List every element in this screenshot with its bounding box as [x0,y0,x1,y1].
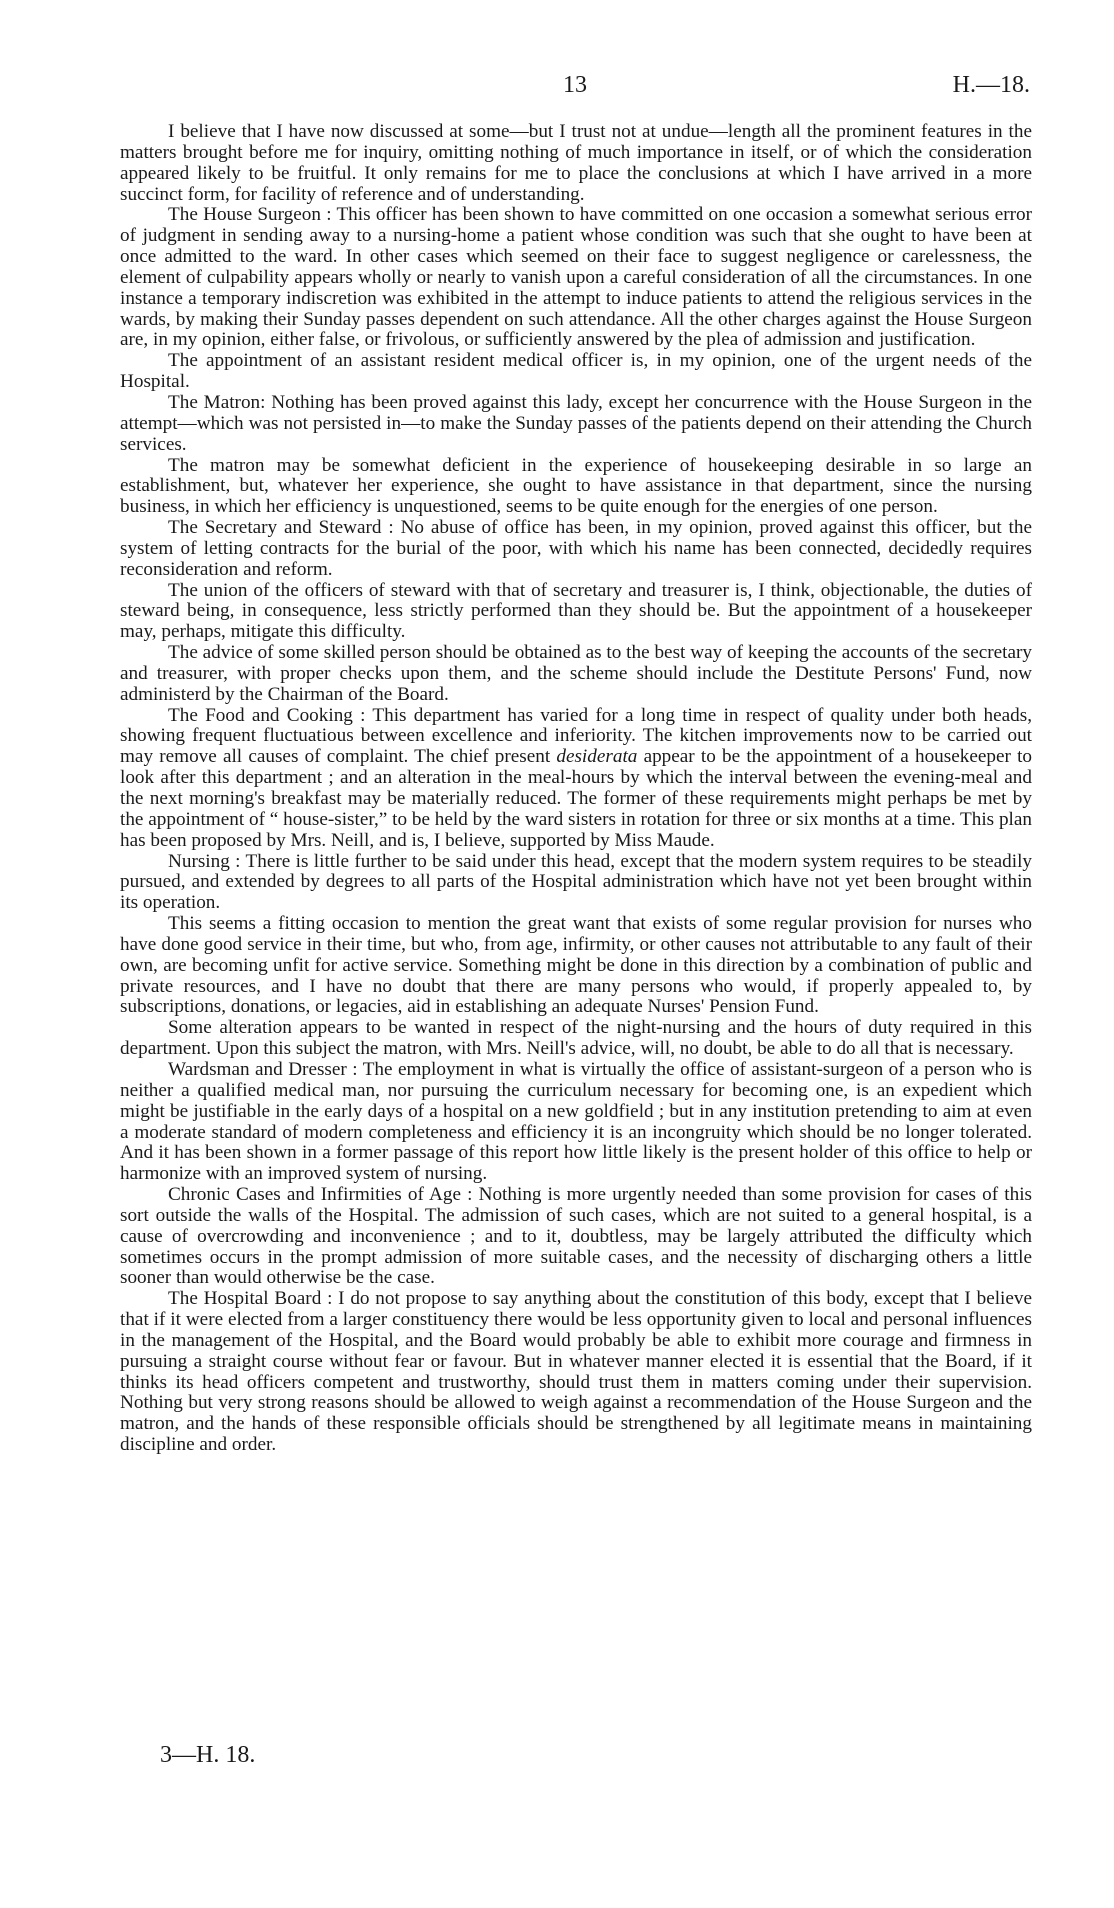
paragraph-night-nursing: Some alteration appears to be wanted in respect of the night-nursing and the hours of duty required in this department. Upon this subject the matron, with Mrs. Neill's advice, will, no doubt, be able to do all that is necessary. [120,1017,1032,1060]
paragraph-house-surgeon: The House Surgeon : This officer has been shown to have committed on one occasion a somewhat serious error of judgment in sending away to a nursing-home a patient whose condition was such that she ought to have been at once admitted to the ward. In other cases which seemed on their face to suggest negligence or carelessness, the element of culpability appears wholly or nearly to vanish upon a careful consideration of all the circumstances. In one instance a temporary indiscretion was exhibited in the attempt to induce patients to attend the religious services in the wards, by making their Sunday passes dependent on such attendance. All the other charges against the House Surgeon are, in my opinion, either false, or frivolous, or sufficiently answered by the plea of admission and justification. [120,204,1032,351]
page-header [120,72,1030,104]
paragraph-union-of-offices: The union of the officers of steward with that of secretary and treasurer is, I think, objectionable, the duties of steward being, in consequence, less strictly performed than they should be. But the appointment of a housekeeper may, perhaps, mitigate this difficulty. [120,579,1032,643]
paragraph-matron: The Matron: Nothing has been proved against this lady, except her concurrence with the House Surgeon in the attempt—which was not persisted in—to make the Sunday passes of the patients depend on their attending the Church services. [120,391,1032,455]
paragraph-intro: I believe that I have now discussed at some—but I trust not at undue—length all the prominent features in the matters brought before me for inquiry, omitting nothing of much importance in itself, or of which the consideration appeared likely to be fruitful. It only remains for me to place the conclusions at which I have arrived in a more succinct form, for facility of reference and of understanding. [120,121,1032,205]
italic-term: desiderata [556,746,638,768]
paragraph-chronic-cases: Chronic Cases and Infirmities of Age : Nothing is more urgently needed than some provision for cases of this sort outside the walls of the Hospital. The admission of such cases, which are not suited to a general hospital, is a cause of overcrowding and inconvenience ; and to it, doubtless, may be largely attributed the difficulty which sometimes occurs in the prompt admission of more suitable cases, and the necessity of discharging others a little sooner than would otherwise be the case. [120,1184,1032,1289]
paragraph-secretary-steward: The Secretary and Steward : No abuse of office has been, in my opinion, proved against this officer, but the system of letting contracts for the burial of the poor, with which his name has been connected, decidedly requires reconsideration and reform. [120,517,1032,580]
paragraph-wardsman-dresser: Wardsman and Dresser : The employment in what is virtually the office of assistant-surgeon of a person who is neither a qualified medical man, nor pursuing the curriculum necessary for becoming one, is an expedient which might be justifiable in the early days of a hospital on a new goldfield ; but in any institution pretending to aim at even a moderate standard of modern completeness and efficiency it is an incongruity which should be no longer tolerated. And it has been shown in a former passage of this report how little likely is the present holder of this office to help or harmonize with an improved system of nursing. [120,1058,1032,1185]
body-text [120,122,1032,1456]
paragraph-assistant-officer: The appointment of an assistant resident medical officer is, in my opinion, one of the urgent needs of the Hospital. [120,350,1032,393]
paragraph-pension-fund: This seems a fitting occasion to mention the great want that exists of some regular provision for nurses who have done good service in their time, but who, from age, infirmity, or other causes not attributable to any fault of their own, are becoming unfit for active service. Something might be done in this direction by a combination of public and private resources, and I have no doubt that there are many persons who would, if properly appealed to, by subscriptions, donations, or legacies, aid in establishing an adequate Nurses' Pension Fund. [120,913,1032,1018]
paragraph-nursing: Nursing : There is little further to be said under this head, except that the modern system requires to be steadily pursued, and extended by degrees to all parts of the Hospital administration which have not yet been brought within its operation. [120,850,1032,914]
signature-mark: 3—H. 18. [160,1742,256,1768]
paragraph-food-cooking: The Food and Cooking : This department has varied for a long time in respect of quality under both heads, showing frequent fluctuatious between excellence and inferiority. The kitchen improvements now to be carried out may remove all causes of complaint. The chief present desiderata appear to be the appointment of a housekeeper to look after this department ; and an alteration in the meal-hours by which the interval between the evening-meal and the next morning's breakfast may be materially reduced. The former of these requirements might perhaps be met by the appointment of “ house-sister,” to be held by the ward sisters in rotation for three or six months at a time. This plan has been proposed by Mrs. Neill, and is, I believe, supported by Miss Maude. [120,704,1032,851]
paragraph-hospital-board: The Hospital Board : I do not propose to say anything about the constitution of this body, except that I believe that if it were elected from a larger constituency there would be less opportunity given to local and personal influences in the management of the Hospital, and the Board would probably be able to exhibit more courage and firmness in pursuing a straight course without fear or favour. But in whatever manner elected it is essential that the Board, if it thinks its head officers competent and trustworthy, should trust them in matters coming under their supervision. Nothing but very strong reasons should be allowed to weigh against a recommendation of the House Surgeon and the matron, and the hands of these responsible officials should be strengthened by all legitimate means in maintaining discipline and order. [120,1288,1032,1456]
paragraph-accounts-advice: The advice of some skilled person should be obtained as to the best way of keeping the accounts of the secretary and treasurer, with proper checks upon them, and the scheme should include the Destitute Persons' Fund, now administerd by the Chairman of the Board. [120,642,1032,705]
document-reference: H.—18. [952,72,1030,98]
page-number: 13 [563,72,587,98]
paragraph-matron-housekeeping: The matron may be somewhat deficient in the experience of housekeeping desirable in so large an establishment, but, whatever her experience, she ought to have assistance in that department, since the nursing business, in which her efficiency is unquestioned, seems to be quite enough for the energies of one person. [120,454,1032,518]
